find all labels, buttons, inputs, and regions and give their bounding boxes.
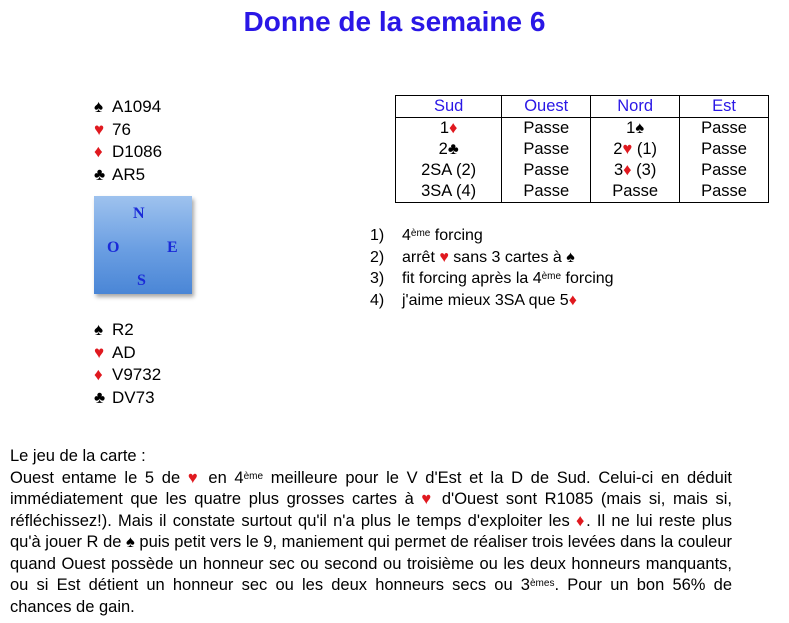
- compass-diagram: [94, 196, 192, 294]
- suit-cards: R2: [112, 320, 134, 339]
- suit-symbol: ♦: [94, 365, 103, 384]
- bid-text: Passe: [701, 119, 747, 137]
- bid-suit: ♣: [447, 140, 459, 158]
- bidding-header: Sud: [396, 96, 502, 118]
- bid-cell: [396, 139, 502, 160]
- south-suit-row: [94, 319, 161, 342]
- bid-note-ref: (1): [632, 140, 657, 158]
- superscript: ème: [541, 271, 562, 282]
- page-title: Donne de la semaine 6: [243, 6, 546, 37]
- suit-cards: D1086: [112, 142, 163, 161]
- superscript: èmes: [529, 578, 555, 589]
- bid-cell: [591, 160, 680, 181]
- superscript: ème: [243, 470, 264, 482]
- compass-west: O: [107, 239, 120, 256]
- bid-text: 3SA (4): [421, 182, 477, 200]
- south-suit-row: [94, 342, 161, 365]
- bid-text: 2: [438, 140, 448, 158]
- bid-text: Passe: [612, 182, 659, 200]
- text-run: ♠: [566, 248, 575, 266]
- text-run: Ouest entame le 5 de: [10, 468, 188, 487]
- bid-cell: [680, 160, 769, 181]
- bid-text: Passe: [523, 140, 570, 158]
- south-suit-row: [94, 387, 161, 410]
- bidding-table: [395, 95, 769, 203]
- suit-cards: A1094: [112, 97, 162, 116]
- bid-cell: [680, 139, 769, 160]
- bid-cell: [591, 181, 680, 203]
- bid-cell: [680, 181, 769, 203]
- note-item: [370, 290, 614, 312]
- bid-text: 1: [439, 119, 450, 137]
- note-number: 3): [370, 270, 385, 287]
- north-suit-row: [94, 141, 162, 164]
- text-run: meilleure pour le V d'Est et la D de Sud. Celui-ci en déduit immédiatement que les quatre plus grosses cartes à: [10, 468, 732, 508]
- bid-text: Passe: [701, 182, 747, 200]
- bidding-header: Est: [680, 96, 769, 118]
- bid-text: Passe: [523, 119, 570, 137]
- south-hand: [94, 319, 161, 409]
- superscript: ème: [410, 228, 431, 239]
- suit-cards: V9732: [112, 365, 162, 384]
- bid-cell: [502, 160, 591, 181]
- text-run: j'aime mieux 3SA que 5: [402, 291, 569, 309]
- suit-symbol: ♠: [94, 320, 104, 339]
- suit-symbol: ♦: [94, 142, 103, 161]
- commentary-heading: Le jeu de la carte :: [10, 447, 146, 465]
- bidding-row: [396, 160, 769, 181]
- bidding-row: [396, 181, 769, 203]
- text-run: en 4: [200, 468, 244, 487]
- bid-suit: ♦: [449, 119, 458, 137]
- suit-symbol: ♥: [94, 119, 105, 139]
- suit-symbol: ♥: [421, 490, 435, 508]
- bidding-row: [396, 139, 769, 160]
- suit-cards: DV73: [112, 387, 155, 407]
- suit-symbol: ♦: [575, 511, 587, 530]
- bid-cell: [502, 181, 591, 203]
- bid-text: Passe: [523, 182, 570, 200]
- text-run: sans 3 cartes à: [448, 248, 567, 266]
- bid-text: 2: [613, 140, 623, 158]
- bidding-notes: [370, 225, 614, 311]
- suit-cards: AD: [112, 342, 136, 362]
- suit-symbol: ♥: [439, 248, 449, 266]
- suit-symbol: ♥: [94, 342, 105, 362]
- compass-east: E: [167, 239, 178, 256]
- bid-text: 3: [613, 161, 624, 179]
- suit-symbol: ♦: [568, 291, 577, 309]
- bidding-header: Ouest: [502, 96, 591, 118]
- compass-south: S: [137, 272, 146, 289]
- note-item: [370, 268, 614, 290]
- note-number: 4): [370, 291, 385, 309]
- bid-suit: ♦: [623, 161, 632, 179]
- south-suit-row: [94, 364, 161, 387]
- suit-symbol: ♥: [187, 468, 201, 487]
- text-run: ♠: [126, 533, 135, 551]
- bid-text: 1: [626, 119, 636, 137]
- bid-cell: [396, 118, 502, 140]
- bid-cell: [502, 139, 591, 160]
- suit-cards: AR5: [112, 164, 146, 184]
- bid-suit: ♠: [635, 119, 645, 137]
- bid-text: Passe: [523, 161, 570, 179]
- note-number: 1): [370, 227, 385, 244]
- text-run: 4: [402, 227, 411, 244]
- note-number: 2): [370, 248, 385, 266]
- note-item: [370, 247, 614, 269]
- compass-north: N: [133, 205, 145, 222]
- note-item: [370, 225, 614, 247]
- bid-cell: [502, 118, 591, 140]
- bid-note-ref: (3): [631, 161, 657, 179]
- suit-symbol: ♣: [94, 387, 106, 407]
- bid-cell: [591, 118, 680, 140]
- bid-cell: [396, 160, 502, 181]
- north-suit-row: [94, 164, 162, 187]
- bid-text: 2SA (2): [421, 161, 477, 179]
- bidding-header: Nord: [591, 96, 680, 118]
- suit-symbol: ♠: [94, 97, 104, 116]
- bid-cell: [680, 118, 769, 140]
- text-run: forcing: [561, 270, 614, 287]
- text-run: forcing: [430, 227, 483, 244]
- bidding-row: [396, 118, 769, 140]
- bid-cell: [396, 181, 502, 203]
- commentary-text: [10, 469, 732, 616]
- bid-cell: [591, 139, 680, 160]
- text-run: . Pour un bon 56% de chances de gain.: [10, 576, 733, 616]
- text-run: arrêt: [402, 248, 440, 266]
- text-run: fit forcing après la 4: [402, 270, 542, 287]
- commentary: [10, 446, 732, 618]
- bid-suit: ♥: [622, 140, 633, 158]
- north-suit-row: [94, 96, 162, 119]
- suit-symbol: ♣: [94, 164, 106, 184]
- north-suit-row: [94, 119, 162, 142]
- text-run: puis petit vers le 9, maniement qui permet de réaliser trois levées dans la couleur quand Ouest possède un honneur sec ou second ou troisième ou les deux honneurs manquants, ou si Est détient un honneur sec ou les deux honneurs secs ou 3: [10, 533, 733, 594]
- bid-text: Passe: [701, 140, 747, 158]
- suit-cards: 76: [112, 119, 131, 139]
- text-run: d'Ouest sont R1085 (mais si, mais si, réfléchissez!). Mais il constate surtout qu'il n'a plus le temps d'exploiter les: [10, 490, 732, 530]
- text-run: . Il ne lui reste plus qu'à jouer R de: [10, 511, 732, 551]
- bid-text: Passe: [701, 161, 747, 179]
- north-hand: [94, 96, 162, 186]
